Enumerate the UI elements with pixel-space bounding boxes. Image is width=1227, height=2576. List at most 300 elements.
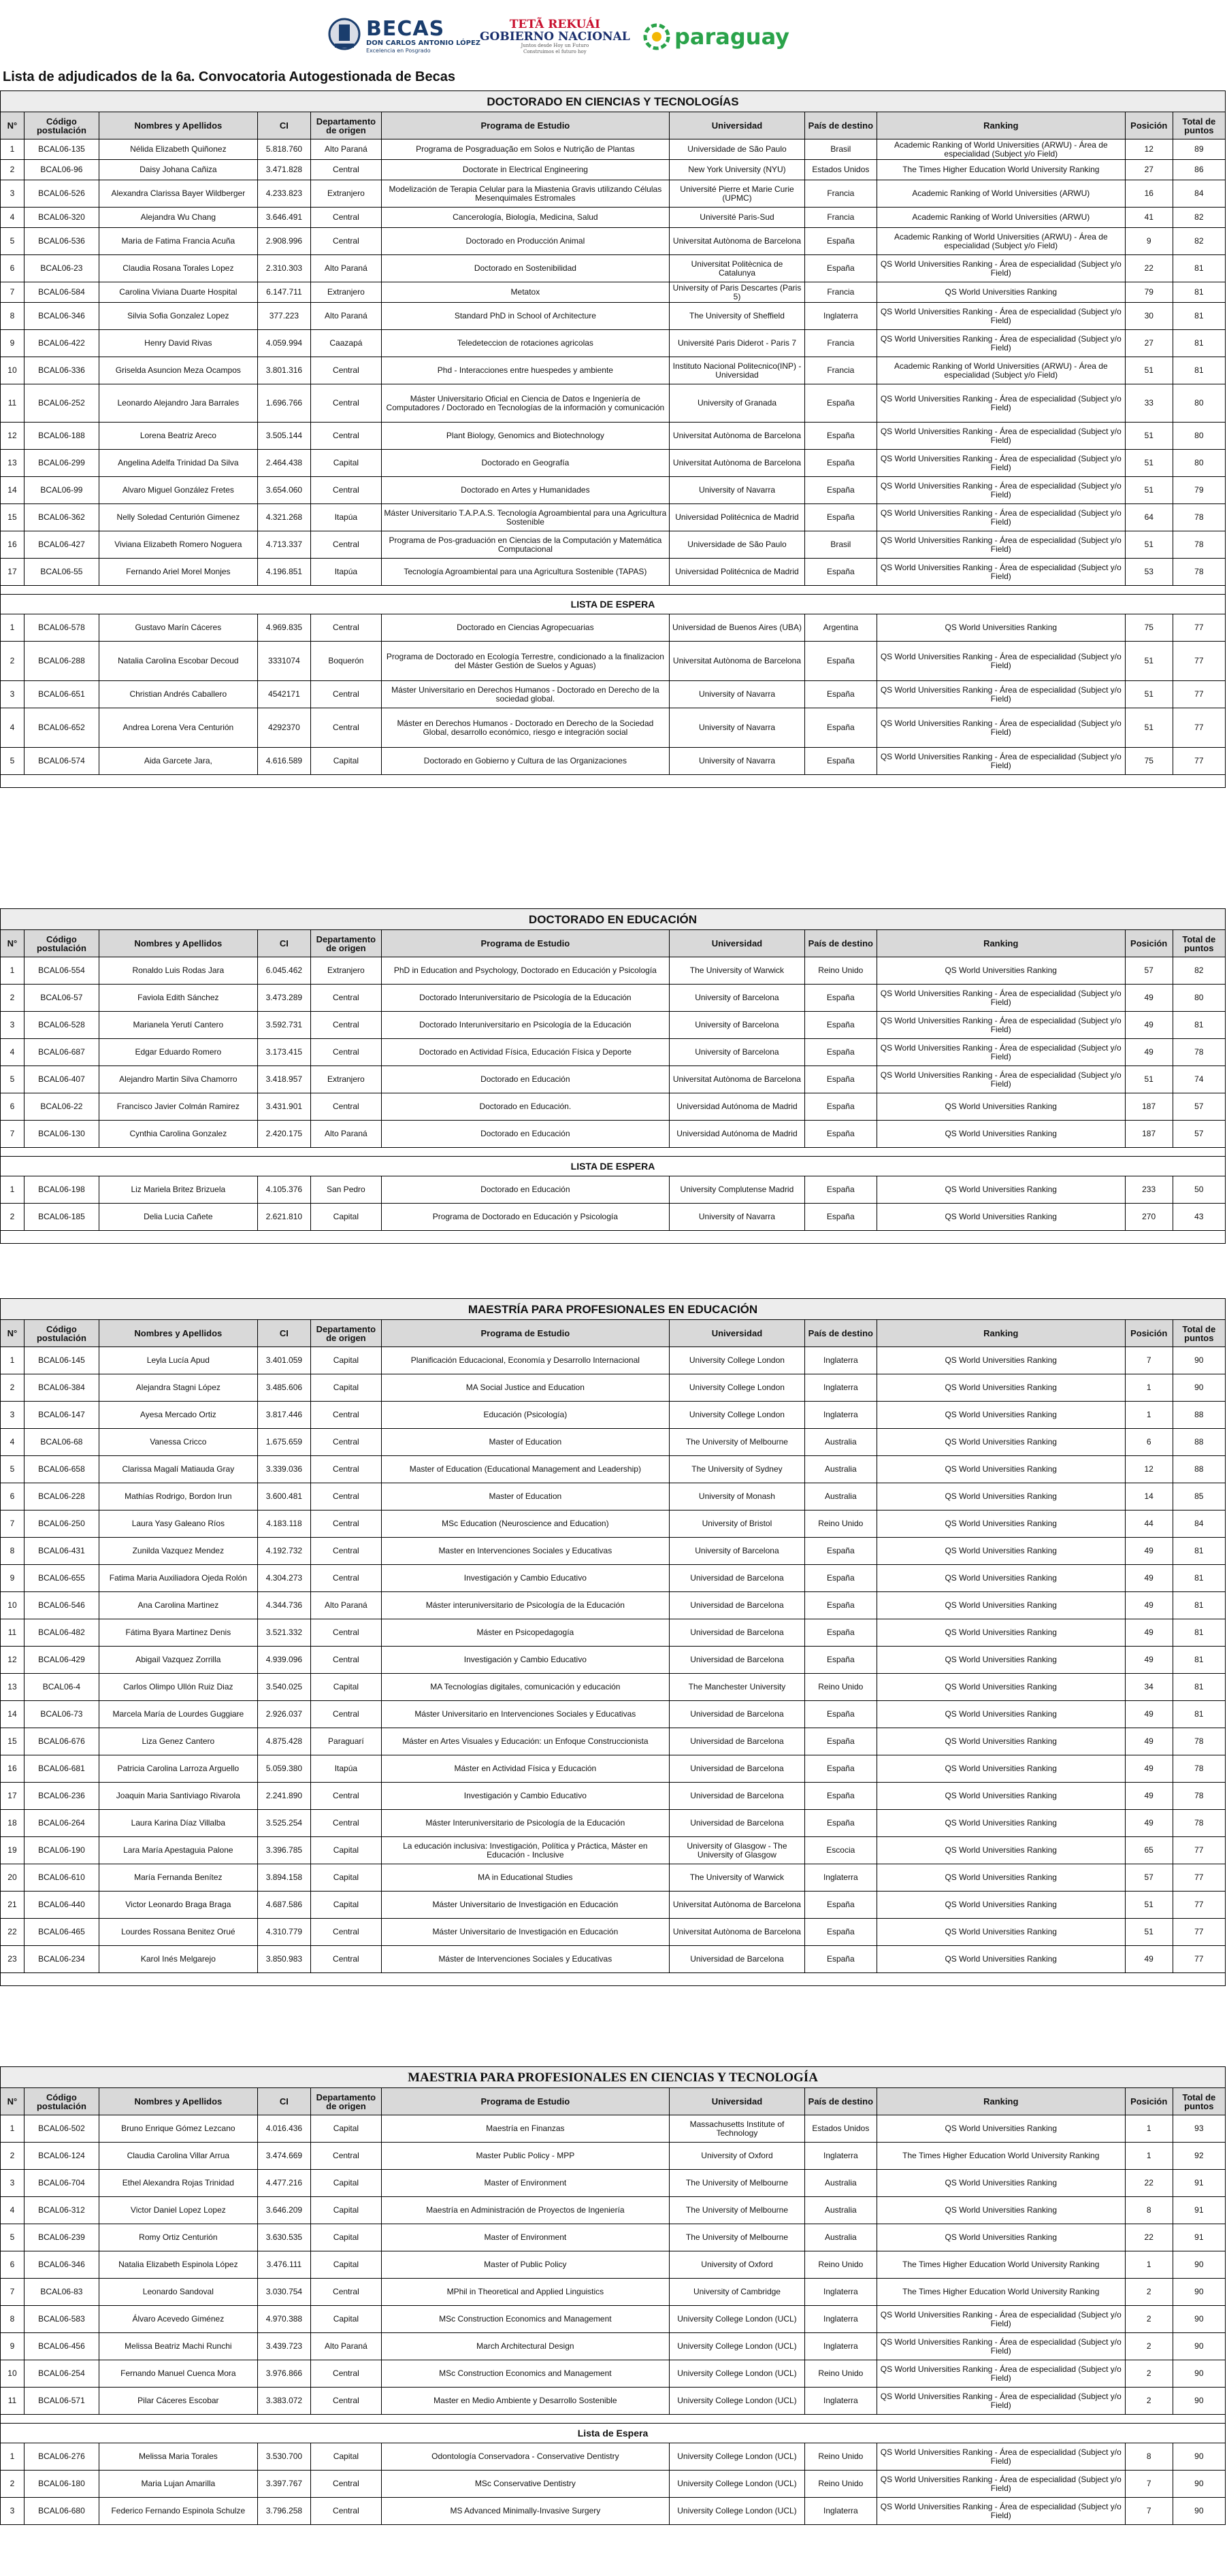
cell-puntos: 84	[1173, 180, 1225, 208]
cell-puntos: 77	[1173, 681, 1225, 708]
cell-codigo: BCAL06-236	[24, 1783, 99, 1810]
cell-pais: España	[804, 1946, 877, 1973]
cell-n: 11	[1, 2388, 24, 2415]
cell-departamento: Capital	[311, 2443, 382, 2471]
cell-n: 5	[1, 1456, 24, 1483]
cell-ci: 3.397.767	[257, 2471, 310, 2498]
cell-codigo: BCAL06-440	[24, 1892, 99, 1919]
cell-nombre: Liza Genez Cantero	[99, 1728, 257, 1755]
cell-departamento: Capital	[311, 1864, 382, 1892]
cell-nombre: Ethel Alexandra Rojas Trinidad	[99, 2170, 257, 2197]
cell-n: 4	[1, 2197, 24, 2224]
table-row	[1, 1066, 1226, 1093]
cell-ranking: QS World Universities Ranking - Área de especialidad (Subject y/o Field)	[877, 748, 1125, 775]
cell-pais: Francia	[804, 330, 877, 357]
cell-ci: 4.233.823	[257, 180, 310, 208]
section-title: MAESTRÍA PARA PROFESIONALES EN EDUCACIÓN	[1, 1299, 1226, 1320]
cell-ci: 2.926.037	[257, 1701, 310, 1728]
cell-programa: Doctorado Interuniversitario en Psicología de la Educación	[381, 1012, 669, 1039]
cell-nombre: Zunilda Vazquez Mendez	[99, 1538, 257, 1565]
cell-posicion: 233	[1125, 1176, 1173, 1204]
cell-posicion: 187	[1125, 1121, 1173, 1148]
cell-n: 5	[1, 228, 24, 255]
cell-posicion: 1	[1125, 1402, 1173, 1429]
cell-universidad: Universidad de Barcelona	[669, 1783, 804, 1810]
cell-codigo: BCAL06-610	[24, 1864, 99, 1892]
cell-ranking: QS World Universities Ranking - Área de especialidad (Subject y/o Field)	[877, 1012, 1125, 1039]
results-table	[0, 1298, 1226, 1986]
cell-n: 6	[1, 2251, 24, 2279]
cell-posicion: 44	[1125, 1510, 1173, 1538]
cell-codigo: BCAL06-147	[24, 1402, 99, 1429]
cell-pais: Reino Unido	[804, 1674, 877, 1701]
cell-codigo: BCAL06-658	[24, 1456, 99, 1483]
cell-posicion: 49	[1125, 1728, 1173, 1755]
cell-pais: España	[804, 642, 877, 681]
cell-ranking: QS World Universities Ranking - Área de especialidad (Subject y/o Field)	[877, 504, 1125, 531]
cell-nombre: Alejandro Martin Silva Chamorro	[99, 1066, 257, 1093]
cell-pais: Francia	[804, 180, 877, 208]
column-header-row	[1, 2088, 1226, 2115]
section-title: MAESTRIA PARA PROFESIONALES EN CIENCIAS Y TECNOLOGÍA	[1, 2067, 1226, 2088]
table-row	[1, 1012, 1226, 1039]
cell-programa: Modelización de Terapia Celular para la Miastenia Gravis utilizando Células Mesenquimales Estromales	[381, 180, 669, 208]
spacer	[1, 586, 1226, 595]
cell-puntos: 90	[1173, 2498, 1225, 2525]
cell-universidad: University of Paris Descartes (Paris 5)	[670, 282, 805, 303]
cell-universidad: Universidad de Barcelona	[669, 1619, 804, 1647]
cell-posicion: 79	[1125, 282, 1173, 303]
cell-departamento: Capital	[311, 1204, 382, 1231]
table-row	[1, 139, 1226, 160]
cell-posicion: 34	[1125, 1674, 1173, 1701]
cell-ranking: QS World Universities Ranking	[877, 1892, 1125, 1919]
cell-nombre: Nelly Soledad Centurión Gimenez	[99, 504, 257, 531]
table-row	[1, 2388, 1226, 2415]
cell-n: 1	[1, 2443, 24, 2471]
cell-ci: 3.540.025	[257, 1674, 310, 1701]
cell-pais: España	[804, 255, 877, 282]
cell-posicion: 33	[1125, 384, 1173, 423]
table-row	[1, 2360, 1226, 2388]
cell-codigo: BCAL06-346	[24, 303, 99, 330]
cell-departamento: Central	[311, 160, 382, 180]
cell-pais: España	[804, 1728, 877, 1755]
cell-codigo: BCAL06-264	[24, 1810, 99, 1837]
cell-n: 2	[1, 985, 24, 1012]
cell-codigo: BCAL06-346	[24, 2251, 99, 2279]
cell-universidad: Universidad de Barcelona	[669, 1565, 804, 1592]
column-header-departamento: Departamento de origen	[311, 1320, 382, 1347]
column-header-programa: Programa de Estudio	[381, 930, 669, 957]
cell-universidad: University of Barcelona	[669, 1039, 804, 1066]
cell-ranking: The Times Higher Education World University Ranking	[877, 2279, 1125, 2306]
cell-nombre: Mathías Rodrigo, Bordon Irun	[99, 1483, 257, 1510]
cell-pais: Inglaterra	[804, 2333, 877, 2360]
cell-nombre: Ana Carolina Martinez	[99, 1592, 257, 1619]
cell-programa: Odontología Conservadora - Conservative Dentistry	[381, 2443, 669, 2471]
cell-posicion: 49	[1125, 1592, 1173, 1619]
cell-departamento: Capital	[311, 1892, 382, 1919]
cell-universidad: The University of Sydney	[669, 1456, 804, 1483]
cell-codigo: BCAL06-652	[24, 708, 99, 748]
section-doctorado-educacion	[0, 908, 1226, 1244]
cell-universidad: University of Navarra	[670, 477, 805, 504]
cell-posicion: 49	[1125, 1647, 1173, 1674]
cell-ci: 3.521.332	[257, 1619, 310, 1647]
cell-puntos: 81	[1173, 1012, 1225, 1039]
cell-n: 7	[1, 1510, 24, 1538]
cell-programa: March Architectural Design	[381, 2333, 669, 2360]
column-header-nombre: Nombres y Apellidos	[99, 2088, 257, 2115]
cell-ci: 3.439.723	[257, 2333, 310, 2360]
cell-ranking: QS World Universities Ranking	[877, 1647, 1125, 1674]
cell-n: 6	[1, 1093, 24, 1121]
cell-codigo: BCAL06-190	[24, 1837, 99, 1864]
table-row	[1, 1538, 1226, 1565]
cell-universidad: University of Navarra	[669, 1204, 804, 1231]
cell-posicion: 49	[1125, 1946, 1173, 1973]
cell-nombre: Karol Inés Melgarejo	[99, 1946, 257, 1973]
gobierno-logo	[480, 10, 630, 64]
cell-pais: Brasil	[804, 531, 877, 559]
column-header-pais: País de destino	[804, 1320, 877, 1347]
column-header-codigo: Código postulación	[24, 930, 99, 957]
table-row	[1, 1565, 1226, 1592]
cell-departamento: Extranjero	[311, 180, 382, 208]
cell-puntos: 85	[1173, 1483, 1225, 1510]
cell-ci: 3.471.828	[257, 160, 310, 180]
cell-programa: Máster Universitario Oficial en Ciencia de Datos e Ingeniería de Computadores / Doctorado en Tecnologías de la información y comunicación	[381, 384, 669, 423]
cell-codigo: BCAL06-583	[24, 2306, 99, 2333]
cell-codigo: BCAL06-571	[24, 2388, 99, 2415]
cell-universidad: The University of Warwick	[669, 1864, 804, 1892]
cell-pais: España	[804, 384, 877, 423]
cell-departamento: Central	[311, 1510, 382, 1538]
cell-ranking: The Times Higher Education World University Ranking	[877, 2143, 1125, 2170]
cell-codigo: BCAL06-680	[24, 2498, 99, 2525]
cell-posicion: 57	[1125, 957, 1173, 985]
cell-ranking: The Times Higher Education World University Ranking	[877, 2251, 1125, 2279]
cell-pais: Inglaterra	[804, 2143, 877, 2170]
cell-n: 2	[1, 642, 24, 681]
cell-departamento: Central	[311, 228, 382, 255]
cell-departamento: Central	[311, 423, 382, 450]
cell-posicion: 7	[1125, 2471, 1173, 2498]
table-row	[1, 1510, 1226, 1538]
table-row	[1, 1347, 1226, 1374]
cell-pais: Reino Unido	[804, 1510, 877, 1538]
cell-universidad: University of Navarra	[670, 681, 805, 708]
cell-ci: 4.192.732	[257, 1538, 310, 1565]
cell-puntos: 81	[1173, 357, 1225, 384]
cell-nombre: Lorena Beatriz Areco	[99, 423, 257, 450]
cell-n: 5	[1, 748, 24, 775]
cell-ci: 2.241.890	[257, 1783, 310, 1810]
cell-pais: Australia	[804, 1456, 877, 1483]
cell-posicion: 2	[1125, 2360, 1173, 2388]
cell-puntos: 89	[1173, 139, 1225, 160]
cell-n: 11	[1, 1619, 24, 1647]
cell-puntos: 88	[1173, 1402, 1225, 1429]
cell-pais: Estados Unidos	[804, 160, 877, 180]
cell-pais: España	[804, 1093, 877, 1121]
cell-ranking: QS World Universities Ranking	[877, 1510, 1125, 1538]
cell-puntos: 77	[1173, 614, 1225, 642]
cell-puntos: 77	[1173, 1946, 1225, 1973]
cell-ranking: QS World Universities Ranking	[877, 1429, 1125, 1456]
cell-ranking: QS World Universities Ranking - Área de especialidad (Subject y/o Field)	[877, 2306, 1125, 2333]
cell-codigo: BCAL06-180	[24, 2471, 99, 2498]
table-row	[1, 1647, 1226, 1674]
cell-posicion: 22	[1125, 2224, 1173, 2251]
cell-ci: 6.147.711	[257, 282, 310, 303]
cell-n: 13	[1, 1674, 24, 1701]
cell-ranking: Academic Ranking of World Universities (ARWU)	[877, 180, 1125, 208]
cell-puntos: 90	[1173, 2471, 1225, 2498]
section-maestria-educacion	[0, 1298, 1226, 1986]
cell-pais: España	[804, 708, 877, 748]
column-header-programa: Programa de Estudio	[381, 2088, 669, 2115]
cell-ci: 3.474.669	[257, 2143, 310, 2170]
cell-ci: 2.464.438	[257, 450, 310, 477]
cell-posicion: 75	[1125, 614, 1173, 642]
table-row	[1, 477, 1226, 504]
cell-universidad: Universitat Autònoma de Barcelona	[670, 642, 805, 681]
column-header-n: N°	[1, 1320, 24, 1347]
cell-n: 21	[1, 1892, 24, 1919]
cell-ci: 3.646.209	[257, 2197, 310, 2224]
cell-posicion: 41	[1125, 208, 1173, 228]
cell-posicion: 1	[1125, 2143, 1173, 2170]
paraguay-logo-text: paraguay	[674, 24, 790, 50]
cell-programa: Master Public Policy - MPP	[381, 2143, 669, 2170]
cell-ci: 5.059.380	[257, 1755, 310, 1783]
cell-ci: 4.969.835	[257, 614, 310, 642]
cell-ranking: QS World Universities Ranking	[877, 1701, 1125, 1728]
cell-pais: Inglaterra	[804, 1864, 877, 1892]
cell-programa: Programa de Doctorado en Ecología Terrestre, condicionado a la finalizacion del Máster Gestión de Suelos y Aguas)	[381, 642, 669, 681]
cell-nombre: Melissa Beatriz Machi Runchi	[99, 2333, 257, 2360]
cell-departamento: Central	[311, 1919, 382, 1946]
cell-pais: Inglaterra	[804, 1374, 877, 1402]
cell-departamento: Boquerón	[311, 642, 382, 681]
cell-universidad: Universitat Autònoma de Barcelona	[670, 228, 805, 255]
cell-ranking: QS World Universities Ranking	[877, 1374, 1125, 1402]
cell-ranking: QS World Universities Ranking	[877, 1592, 1125, 1619]
cell-programa: Programa de Pos-graduación en Ciencias de la Computación y Matemática Computacional	[381, 531, 669, 559]
table-row	[1, 2498, 1226, 2525]
column-header-codigo: Código postulación	[24, 2088, 99, 2115]
cell-posicion: 187	[1125, 1093, 1173, 1121]
cell-codigo: BCAL06-320	[24, 208, 99, 228]
cell-posicion: 22	[1125, 255, 1173, 282]
cell-universidad: Universidad de Barcelona	[669, 1647, 804, 1674]
cell-n: 10	[1, 1592, 24, 1619]
cell-programa: Planificación Educacional, Economía y Desarrollo Internacional	[381, 1347, 669, 1374]
cell-puntos: 90	[1173, 1374, 1225, 1402]
column-header-ranking: Ranking	[877, 112, 1125, 139]
cell-posicion: 1	[1125, 2251, 1173, 2279]
cell-n: 8	[1, 2306, 24, 2333]
cell-ci: 2.621.810	[257, 1204, 310, 1231]
cell-ranking: QS World Universities Ranking - Área de especialidad (Subject y/o Field)	[877, 1066, 1125, 1093]
table-row	[1, 2471, 1226, 2498]
cell-n: 2	[1, 1374, 24, 1402]
cell-programa: Programa de Posgraduação em Solos e Nutrição de Plantas	[381, 139, 669, 160]
table-row	[1, 1619, 1226, 1647]
cell-nombre: Joaquin Maria Santiviago Rivarola	[99, 1783, 257, 1810]
cell-codigo: BCAL06-676	[24, 1728, 99, 1755]
cell-ci: 5.818.760	[257, 139, 310, 160]
cell-departamento: Central	[311, 208, 382, 228]
cell-puntos: 77	[1173, 642, 1225, 681]
cell-ci: 3331074	[257, 642, 310, 681]
cell-universidad: Universidad Politécnica de Madrid	[670, 504, 805, 531]
cell-ci: 3.485.606	[257, 1374, 310, 1402]
cell-pais: España	[804, 748, 877, 775]
cell-codigo: BCAL06-574	[24, 748, 99, 775]
cell-puntos: 88	[1173, 1429, 1225, 1456]
cell-ci: 4292370	[257, 708, 310, 748]
cell-puntos: 50	[1173, 1176, 1225, 1204]
cell-pais: Brasil	[804, 139, 877, 160]
cell-ranking: QS World Universities Ranking	[877, 1565, 1125, 1592]
cell-n: 22	[1, 1919, 24, 1946]
cell-universidad: University of Granada	[670, 384, 805, 423]
cell-programa: Máster de Intervenciones Sociales y Educativas	[381, 1946, 669, 1973]
cell-universidad: Université Pierre et Marie Curie (UPMC)	[670, 180, 805, 208]
cell-ci: 3.418.957	[257, 1066, 310, 1093]
cell-puntos: 79	[1173, 477, 1225, 504]
cell-ci: 3.505.144	[257, 423, 310, 450]
cell-nombre: Nélida Elizabeth Quiñonez	[99, 139, 257, 160]
cell-posicion: 2	[1125, 2279, 1173, 2306]
cell-nombre: Griselda Asuncion Meza Ocampos	[99, 357, 257, 384]
cell-ci: 4.196.851	[257, 559, 310, 586]
cell-codigo: BCAL06-250	[24, 1510, 99, 1538]
cell-puntos: 86	[1173, 160, 1225, 180]
cell-pais: España	[804, 681, 877, 708]
cell-nombre: Carlos Olimpo Ullón Ruiz Diaz	[99, 1674, 257, 1701]
cell-departamento: Alto Paraná	[311, 255, 382, 282]
section-doctorado-ciencias	[0, 90, 1226, 788]
becas-logo-subtitle: DON CARLOS ANTONIO LÓPEZ	[366, 39, 481, 47]
cell-n: 10	[1, 2360, 24, 2388]
cell-departamento: Extranjero	[311, 957, 382, 985]
cell-departamento: Central	[311, 2360, 382, 2388]
cell-codigo: BCAL06-681	[24, 1755, 99, 1783]
cell-programa: Doctorate in Electrical Engineering	[381, 160, 669, 180]
cell-pais: España	[804, 228, 877, 255]
cell-posicion: 2	[1125, 2306, 1173, 2333]
cell-ci: 6.045.462	[257, 957, 310, 985]
column-header-row	[1, 112, 1226, 139]
cell-n: 7	[1, 2279, 24, 2306]
cell-programa: Máster en Derechos Humanos - Doctorado en Derecho de la Sociedad Global, desarrollo económico, riesgo e integración social	[381, 708, 669, 748]
cell-puntos: 81	[1173, 303, 1225, 330]
cell-n: 23	[1, 1946, 24, 1973]
cell-puntos: 90	[1173, 2388, 1225, 2415]
cell-n: 9	[1, 2333, 24, 2360]
cell-codigo: BCAL06-254	[24, 2360, 99, 2388]
cell-puntos: 81	[1173, 1647, 1225, 1674]
cell-n: 14	[1, 477, 24, 504]
cell-universidad: Universidade de São Paulo	[670, 139, 805, 160]
table-row	[1, 2197, 1226, 2224]
cell-ci: 4.059.994	[257, 330, 310, 357]
cell-departamento: Capital	[311, 748, 382, 775]
cell-n: 1	[1, 614, 24, 642]
cell-nombre: Claudia Rosana Torales Lopez	[99, 255, 257, 282]
cell-ci: 3.476.111	[257, 2251, 310, 2279]
cell-codigo: BCAL06-145	[24, 1347, 99, 1374]
cell-posicion: 64	[1125, 504, 1173, 531]
cell-departamento: Central	[311, 985, 382, 1012]
cell-puntos: 90	[1173, 2443, 1225, 2471]
cell-ranking: QS World Universities Ranking	[877, 2115, 1125, 2143]
cell-puntos: 90	[1173, 2333, 1225, 2360]
cell-programa: Doctorado Interuniversitario de Psicología de la Educación	[381, 985, 669, 1012]
cell-codigo: BCAL06-4	[24, 1674, 99, 1701]
cell-departamento: Capital	[311, 2115, 382, 2143]
cell-ranking: The Times Higher Education World University Ranking	[877, 160, 1125, 180]
cell-posicion: 12	[1125, 139, 1173, 160]
cell-nombre: Angelina Adelfa Trinidad Da Silva	[99, 450, 257, 477]
cell-pais: Reino Unido	[804, 2471, 877, 2498]
cell-nombre: Fatima Maria Auxiliadora Ojeda Rolón	[99, 1565, 257, 1592]
becas-logo-title: BECAS	[366, 17, 445, 41]
cell-programa: MA Tecnologías digitales, comunicación y educación	[381, 1674, 669, 1701]
cell-programa: Master of Education (Educational Management and Leadership)	[381, 1456, 669, 1483]
column-header-posicion: Posición	[1125, 2088, 1173, 2115]
cell-departamento: Itapúa	[311, 504, 382, 531]
table-row	[1, 1674, 1226, 1701]
cell-pais: Inglaterra	[804, 1347, 877, 1374]
cell-nombre: Marcela María de Lourdes Guggiare	[99, 1701, 257, 1728]
cell-ranking: QS World Universities Ranking	[877, 1121, 1125, 1148]
gobierno-logo-line3b: Construimos el futuro hoy	[523, 49, 587, 54]
cell-posicion: 2	[1125, 2388, 1173, 2415]
results-table	[0, 908, 1226, 1244]
cell-programa: Master of Education	[381, 1429, 669, 1456]
cell-programa: MSc Construction Economics and Management	[381, 2360, 669, 2388]
cell-universidad: University College London (UCL)	[670, 2471, 805, 2498]
table-row	[1, 614, 1226, 642]
cell-ranking: QS World Universities Ranking - Área de especialidad (Subject y/o Field)	[877, 423, 1125, 450]
cell-programa: MSc Conservative Dentistry	[381, 2471, 669, 2498]
cell-n: 1	[1, 1347, 24, 1374]
cell-universidad: University of Barcelona	[669, 1012, 804, 1039]
cell-puntos: 80	[1173, 985, 1225, 1012]
cell-nombre: Bruno Enrique Gómez Lezcano	[99, 2115, 257, 2143]
page-title: Lista de adjudicados de la 6a. Convocatoria Autogestionada de Becas	[3, 69, 455, 84]
cell-programa: Máster Universitario en Derechos Humanos - Doctorado en Derecho de la sociedad global.	[381, 681, 669, 708]
cell-puntos: 77	[1173, 1919, 1225, 1946]
cell-ci: 3.801.316	[257, 357, 310, 384]
cell-departamento: Caazapá	[311, 330, 382, 357]
cell-codigo: BCAL06-362	[24, 504, 99, 531]
cell-pais: España	[804, 1701, 877, 1728]
cell-nombre: Romy Ortiz Centurión	[99, 2224, 257, 2251]
cell-posicion: 22	[1125, 2170, 1173, 2197]
cell-departamento: Itapúa	[311, 559, 382, 586]
column-header-ranking: Ranking	[877, 2088, 1125, 2115]
cell-ranking: QS World Universities Ranking	[877, 614, 1125, 642]
cell-posicion: 8	[1125, 2197, 1173, 2224]
cell-universidad: Universidad de Buenos Aires (UBA)	[670, 614, 805, 642]
cell-n: 3	[1, 1012, 24, 1039]
